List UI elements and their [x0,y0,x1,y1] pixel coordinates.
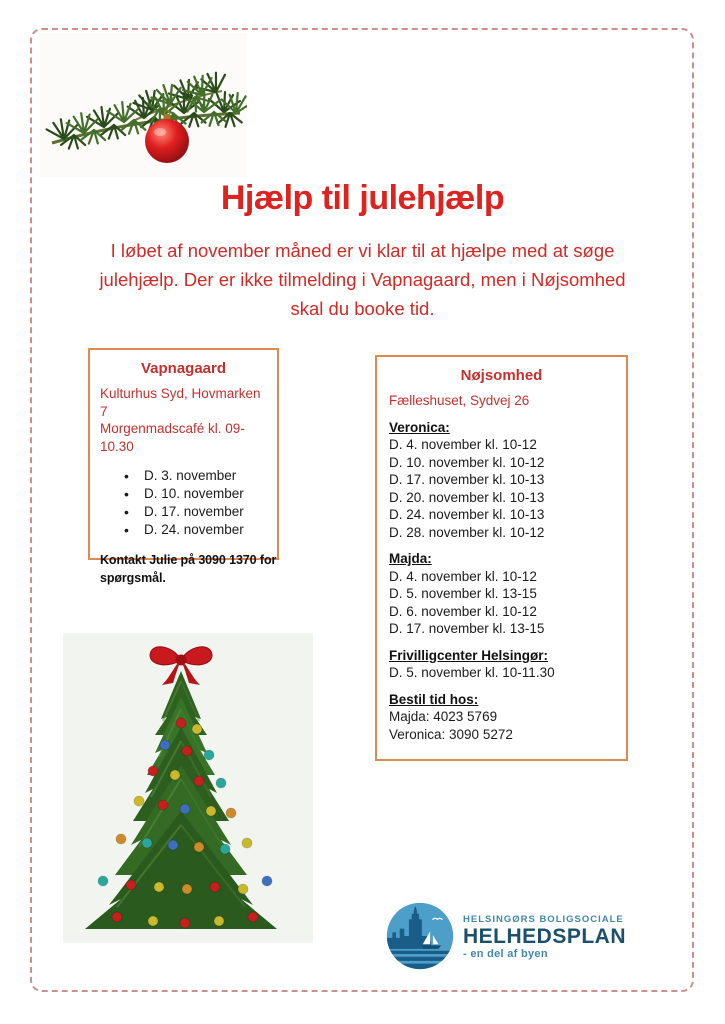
vapnagaard-cafe-line: Morgenmadscafé kl. 09-10.30 [100,421,245,454]
list-item: D. 10. november kl. 10-12 [389,454,545,470]
intro-line: skal du booke tid. [290,298,435,319]
nojsomhed-box-title: Nøjsomhed [460,367,543,384]
vapnagaard-contact-line: Kontakt Julie på 3090 1370 for [100,553,277,567]
veronica-heading: Veronica: [389,419,450,435]
christmas-branch-image [40,33,247,177]
majda-date-list [389,568,614,638]
vapnagaard-box [88,348,279,585]
vapnagaard-contact-line: spørgsmål. [100,570,166,585]
list-item: Veronica: 3090 5272 [389,726,513,742]
vapnagaard-box-title: Vapnagaard [140,360,227,377]
vapnagaard-address-line: Kulturhus Syd, Hovmarken 7 [100,386,261,419]
bestil-heading: Bestil tid hos: [389,691,479,707]
vapnagaard-date-list [100,467,267,539]
list-item: D. 5. november kl. 10-11.30 [389,665,555,680]
list-item: • D. 24. november [100,521,267,539]
intro-line: julehjælp. Der er ikke tilmelding i Vapnagaard, men i Nøjsomhed [99,269,626,290]
helsingor-emblem-icon [385,901,455,971]
list-item: • D. 3. november [100,467,267,485]
list-item: D. 4. november kl. 10-12 [389,568,537,584]
logo-org-main: HELHEDSPLAN [463,925,627,948]
list-item: D. 24. november kl. 10-13 [389,507,545,522]
list-item: D. 20. november kl. 10-13 [389,489,545,505]
intro-text [0,236,725,323]
list-item: Majda: 4023 5769 [389,709,498,724]
list-item: • D. 17. november [100,503,267,521]
nojsomhed-address-line: Fælleshuset, Sydvej 26 [389,393,530,408]
list-item: D. 17. november kl. 13-15 [389,621,545,636]
list-item: D. 28. november kl. 10-12 [389,524,545,540]
frivilligcenter-date-list [389,664,614,682]
logo-tagline: - en del af byen [463,948,548,960]
frivilligcenter-heading: Frivilligcenter Helsingør: [389,647,549,663]
page-title: Hjælp til julehjælp [220,179,505,217]
helsingor-logo [385,901,626,971]
christmas-tree-image [63,633,313,943]
list-item: D. 4. november kl. 10-12 [389,437,537,452]
logo-text-block [463,912,626,960]
logo-org-top: HELSINGØRS BOLIGSOCIALE [463,914,624,925]
list-item: D. 6. november kl. 10-12 [389,603,537,619]
veronica-date-list [389,436,614,541]
nojsomhed-box [375,355,628,761]
list-item: D. 17. november kl. 10-13 [389,472,545,487]
list-item: D. 5. november kl. 13-15 [389,586,537,601]
list-item: • D. 10. november [100,485,267,503]
intro-line: I løbet af november måned er vi klar til at hjælpe med at søge [110,240,615,261]
majda-heading: Majda: [389,551,432,566]
bestil-contact-list [389,708,614,743]
